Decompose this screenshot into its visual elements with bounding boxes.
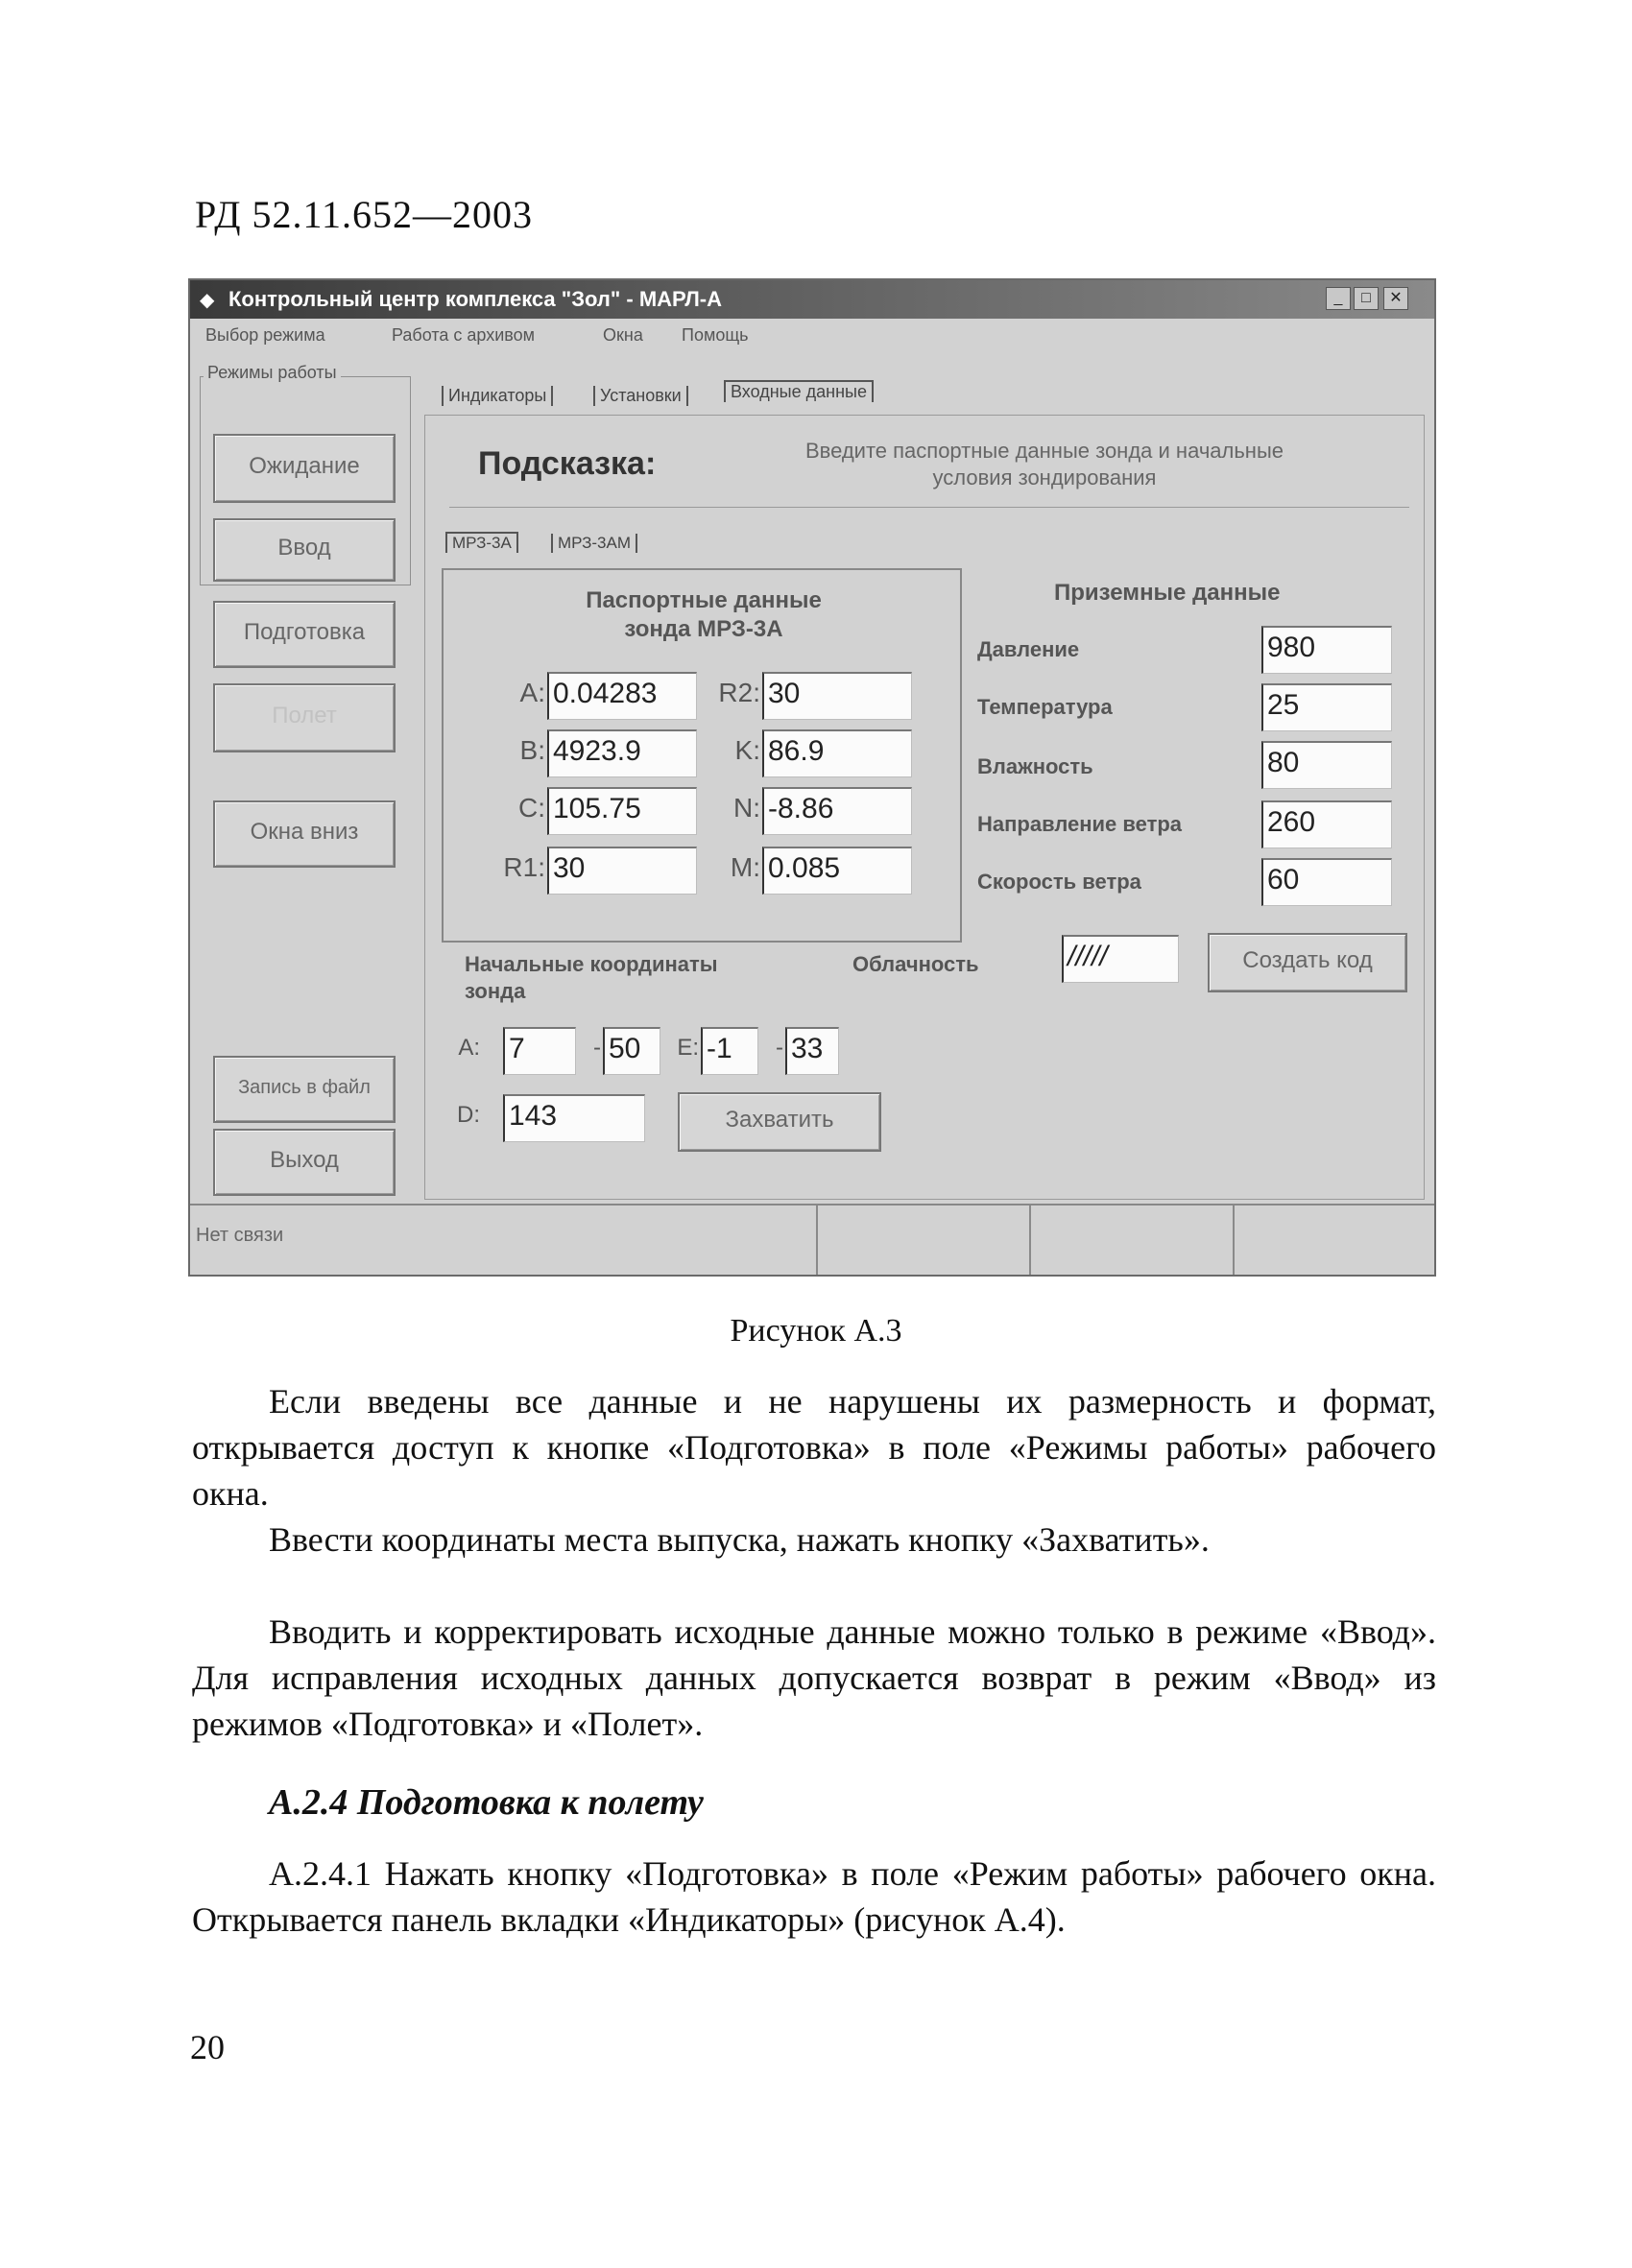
windows-down-button[interactable]: Окна вниз bbox=[213, 800, 396, 868]
field-coord-a-min[interactable]: 50 bbox=[603, 1027, 660, 1075]
label-m: M: bbox=[730, 852, 760, 882]
status-cell-2 bbox=[816, 1206, 1029, 1277]
field-coord-e-deg[interactable]: -1 bbox=[701, 1027, 758, 1075]
write-file-button[interactable]: Запись в файл bbox=[213, 1056, 396, 1123]
minimize-button[interactable]: _ bbox=[1326, 287, 1351, 310]
menu-windows[interactable]: Окна bbox=[603, 325, 643, 345]
paragraph-2: Ввести координаты места выпуска, нажать кнопку «Захватить». bbox=[269, 1520, 1210, 1559]
field-humidity[interactable]: 80 bbox=[1261, 741, 1392, 789]
label-wind-direction: Направление ветра bbox=[977, 812, 1183, 836]
hint-label: Подсказка: bbox=[478, 445, 657, 482]
menu-help[interactable]: Помощь bbox=[682, 325, 749, 345]
field-wind-speed[interactable]: 60 bbox=[1261, 858, 1392, 906]
field-r1[interactable]: 30 bbox=[547, 847, 697, 895]
modes-group-label: Режимы работы bbox=[204, 363, 341, 383]
label-humidity: Влажность bbox=[977, 754, 1093, 778]
section-paragraph: А.2.4.1 Нажать кнопку «Подготовка» в поле «Режим работы» рабочего окна. Открывается панель вкладки «Индикаторы» (рисунок А.4). bbox=[192, 1854, 1436, 1939]
app-window bbox=[188, 278, 1436, 1277]
passport-title-line-1: Паспортные данные bbox=[586, 587, 822, 613]
field-r2[interactable]: 30 bbox=[762, 672, 912, 720]
field-coord-e-min[interactable]: 33 bbox=[785, 1027, 839, 1075]
field-wind-direction[interactable]: 260 bbox=[1261, 800, 1392, 848]
field-c[interactable]: 105.75 bbox=[547, 787, 697, 835]
tab-input-data[interactable]: Входные данные bbox=[724, 380, 874, 402]
coords-title-line-1: Начальные координаты bbox=[465, 952, 718, 976]
window-title: Контрольный центр комплекса "Зол" - МАРЛ-А bbox=[228, 287, 722, 311]
paragraph-3: Вводить и корректировать исходные данные можно только в режиме «Ввод». Для исправления исходных данных допускается возврат в режим «Ввод» из режимов «Подготовка» и «Полет». bbox=[192, 1612, 1436, 1743]
tab-settings[interactable]: Установки bbox=[593, 386, 688, 406]
label-r2: R2: bbox=[718, 678, 760, 707]
status-cell-4 bbox=[1233, 1206, 1436, 1277]
field-cloudiness[interactable]: ///// bbox=[1062, 935, 1179, 983]
label-r1: R1: bbox=[503, 852, 545, 882]
menu-bar bbox=[190, 319, 1434, 351]
label-wind-speed: Скорость ветра bbox=[977, 870, 1141, 894]
page-number: 20 bbox=[190, 2028, 225, 2066]
create-code-button[interactable]: Создать код bbox=[1208, 933, 1407, 992]
tab-indicators[interactable]: Индикаторы bbox=[442, 386, 553, 406]
hint-text bbox=[708, 438, 1380, 491]
field-temperature[interactable]: 25 bbox=[1261, 683, 1392, 731]
label-b: B: bbox=[519, 735, 545, 765]
paragraph-1: Если введены все данные и не нарушены их размерность и формат, открывается доступ к кнопке «Подготовка» в поле «Режимы работы» рабочего окна. bbox=[192, 1382, 1436, 1513]
title-bar bbox=[190, 280, 1434, 319]
label-n: N: bbox=[733, 793, 760, 823]
label-k: K: bbox=[734, 735, 760, 765]
label-coord-a-dash: - bbox=[593, 1035, 601, 1061]
label-a: A: bbox=[519, 678, 545, 707]
menu-mode-select[interactable]: Выбор режима bbox=[205, 325, 325, 345]
cloudiness-label: Облачность bbox=[852, 952, 979, 976]
field-pressure[interactable]: 980 bbox=[1261, 626, 1392, 674]
coords-title-line-2: зонда bbox=[465, 979, 526, 1003]
hint-divider bbox=[449, 507, 1409, 508]
field-b[interactable]: 4923.9 bbox=[547, 729, 697, 777]
ground-title: Приземные данные bbox=[1054, 580, 1281, 606]
field-n[interactable]: -8.86 bbox=[762, 787, 912, 835]
hint-line-1: Введите паспортные данные зонда и начальные bbox=[804, 439, 1284, 463]
field-coord-a-deg[interactable]: 7 bbox=[503, 1027, 576, 1075]
passport-title-line-2: зонда МРЗ-3А bbox=[624, 616, 783, 642]
label-temperature: Температура bbox=[977, 695, 1113, 719]
label-coord-a: A: bbox=[458, 1035, 480, 1061]
figure-caption: Рисунок А.3 bbox=[730, 1313, 902, 1349]
label-coord-e: E: bbox=[677, 1035, 699, 1061]
app-icon: ◆ bbox=[200, 290, 215, 311]
status-text: Нет связи bbox=[196, 1225, 284, 1246]
close-button[interactable]: ✕ bbox=[1383, 287, 1408, 310]
field-k[interactable]: 86.9 bbox=[762, 729, 912, 777]
label-coord-d: D: bbox=[457, 1102, 480, 1128]
label-c: C: bbox=[518, 793, 545, 823]
hint-line-2: условия зондирования bbox=[932, 466, 1157, 489]
label-pressure: Давление bbox=[977, 637, 1080, 661]
field-a[interactable]: 0.04283 bbox=[547, 672, 697, 720]
tab-probe-mrz3am[interactable]: МРЗ-3АМ bbox=[551, 534, 637, 553]
capture-button[interactable]: Захватить bbox=[678, 1092, 881, 1152]
status-bar bbox=[190, 1204, 1434, 1277]
tab-probe-mrz3a[interactable]: МРЗ-3А bbox=[445, 532, 518, 553]
exit-button[interactable]: Выход bbox=[213, 1129, 396, 1196]
field-m[interactable]: 0.085 bbox=[762, 847, 912, 895]
status-cell-3 bbox=[1029, 1206, 1233, 1277]
maximize-button[interactable]: □ bbox=[1354, 287, 1379, 310]
mode-wait-button[interactable]: Ожидание bbox=[213, 434, 396, 503]
mode-input-button[interactable]: Ввод bbox=[213, 518, 396, 582]
document-code: РД 52.11.652—2003 bbox=[195, 193, 534, 236]
field-coord-d[interactable]: 143 bbox=[503, 1094, 645, 1142]
label-coord-e-dash: - bbox=[776, 1035, 783, 1061]
mode-flight-button[interactable]: Полет bbox=[213, 683, 396, 752]
menu-archive[interactable]: Работа с архивом bbox=[392, 325, 536, 345]
section-heading: А.2.4 Подготовка к полету bbox=[269, 1782, 704, 1823]
mode-prepare-button[interactable]: Подготовка bbox=[213, 601, 396, 668]
